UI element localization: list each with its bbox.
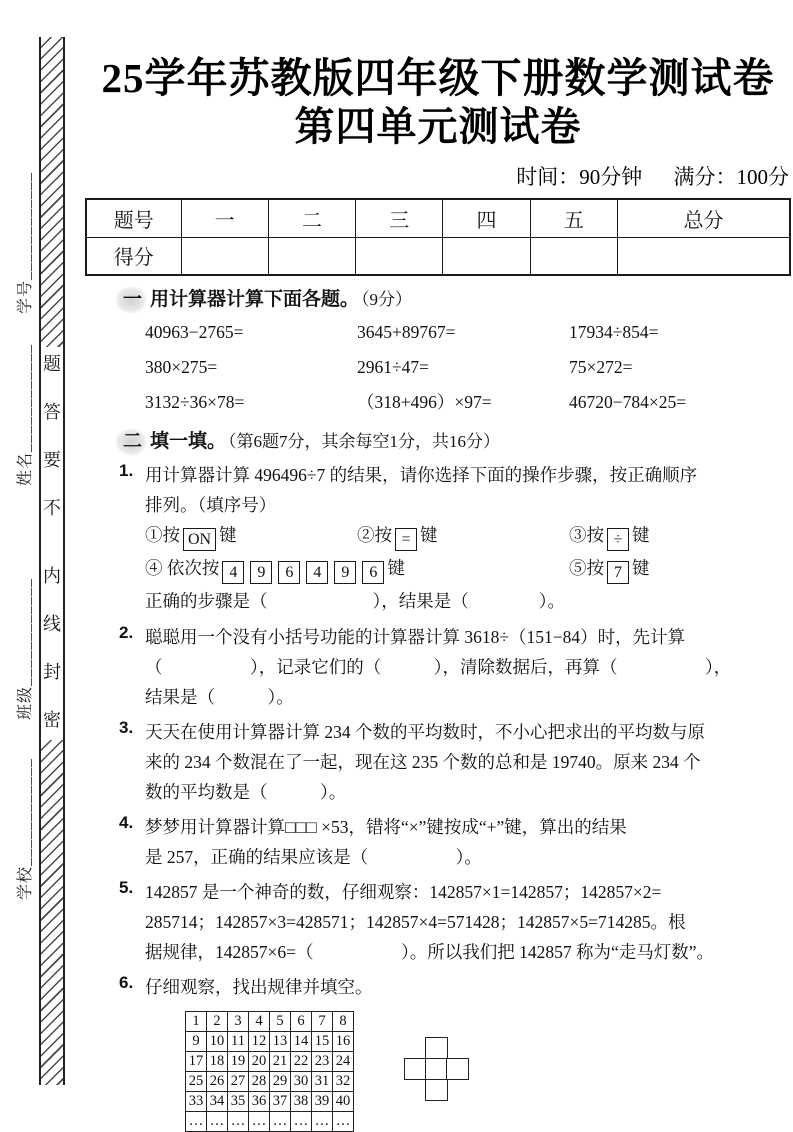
number-grid-row	[186, 1052, 354, 1072]
section1-number: 一	[123, 289, 143, 310]
question-6-text	[145, 972, 791, 1002]
score-cell-empty	[617, 237, 790, 275]
number-grid-cell: 35	[228, 1092, 249, 1112]
number-grid-cell: 25	[186, 1072, 207, 1092]
question-5	[85, 877, 791, 967]
question-1-number: 1.	[119, 461, 134, 480]
section2-title: 填一填。	[150, 431, 227, 452]
number-grid-cell: 37	[270, 1092, 291, 1112]
number-grid-cell: …	[270, 1112, 291, 1132]
calculator-key: ON	[183, 528, 216, 551]
plus-cell-right	[446, 1058, 469, 1080]
score-cell-empty	[356, 237, 443, 275]
question-3-number: 3.	[119, 718, 134, 737]
calculator-key: 9	[334, 561, 356, 584]
hatch-pattern-top	[41, 37, 63, 347]
score-table-header-row	[86, 199, 790, 237]
steps-row-2	[145, 552, 791, 584]
paper-content	[85, 0, 791, 1132]
question-line: 数的平均数是（ ）。	[145, 782, 347, 802]
question-2	[85, 622, 791, 712]
score-table-header-cell: 题号	[86, 199, 181, 237]
number-grid-cell: 8	[333, 1012, 354, 1032]
paper-title-line1: 25学年苏教版四年级下册数学测试卷	[101, 55, 775, 101]
calculator-key: =	[395, 528, 417, 551]
question-line: 结果是（ ）。	[145, 687, 294, 707]
score-table-header-cell: 一	[181, 199, 268, 237]
plus-cell-top	[425, 1037, 448, 1059]
seal-char: 题	[43, 354, 61, 374]
full-score-label: 满分：100分	[673, 165, 789, 189]
question-1-steps	[85, 520, 791, 617]
section1-heading	[85, 287, 791, 313]
seal-char: 要	[43, 450, 61, 470]
number-grid-cell: 24	[333, 1052, 354, 1072]
number-grid-cell: 36	[249, 1092, 270, 1112]
calculator-key: ÷	[607, 528, 629, 551]
score-table-score-row	[86, 237, 790, 275]
number-grid-row	[186, 1032, 354, 1052]
score-table	[85, 198, 791, 276]
calc-problem: 3645+89767=	[357, 322, 456, 342]
number-grid-cell: 13	[270, 1032, 291, 1052]
seal-line-text	[41, 347, 63, 740]
question-line: 梦梦用计算器计算□□□ ×53，错将“×”键按成“+”键，算出的结果	[145, 817, 627, 837]
question-1-text	[145, 460, 791, 520]
question-4-number: 4.	[119, 813, 134, 832]
seal-line-band	[39, 37, 65, 1085]
number-grid-cell: 4	[249, 1012, 270, 1032]
number-grid-cell: 39	[312, 1092, 333, 1112]
question-5-number: 5.	[119, 878, 134, 897]
number-grid-cell: 26	[207, 1072, 228, 1092]
school-label: 学校____________	[17, 758, 34, 901]
seal-char: 答	[43, 402, 61, 422]
calculator-problems-grid	[85, 322, 791, 413]
plus-cell-center	[425, 1058, 448, 1080]
calculator-key: 7	[607, 561, 629, 584]
number-grid-cell: 22	[291, 1052, 312, 1072]
number-grid-cell: …	[207, 1112, 228, 1132]
step-item: ③按 ÷ 键	[569, 520, 791, 551]
question-2-text	[145, 622, 791, 712]
score-cell-empty	[268, 237, 355, 275]
section2-points: （第6题7分，其余每空1分，共16分）	[228, 432, 501, 451]
number-grid-cell: 20	[249, 1052, 270, 1072]
calculator-key: 4	[306, 561, 328, 584]
number-grid-cell: 27	[228, 1072, 249, 1092]
question-6-number: 6.	[119, 973, 134, 992]
step-item: ①按 ON 键	[145, 520, 357, 551]
number-grid-cell: 14	[291, 1032, 312, 1052]
number-grid-row	[186, 1112, 354, 1132]
section2-heading	[85, 429, 791, 455]
number-grid-cell: 15	[312, 1032, 333, 1052]
calculator-key: 4	[222, 561, 244, 584]
number-grid-cell: 2	[207, 1012, 228, 1032]
number-grid-cell: …	[228, 1112, 249, 1132]
exam-meta	[85, 161, 791, 191]
steps-row-1	[145, 520, 791, 551]
seal-char: 封	[43, 662, 61, 682]
question-line: 聪聪用一个没有小括号功能的计算器计算 3618÷（151−84）时，先计算	[145, 627, 686, 647]
question-5-text	[145, 877, 791, 967]
number-grid-cell: 16	[333, 1032, 354, 1052]
score-table-header-cell: 四	[443, 199, 530, 237]
score-cell-empty	[530, 237, 617, 275]
question-4-text	[145, 812, 791, 872]
plus-cell-bottom	[425, 1079, 448, 1101]
calculator-key: 6	[362, 561, 384, 584]
number-grid-cell: …	[312, 1112, 333, 1132]
question-4	[85, 812, 791, 872]
question-line: 据规律，142857×6=（ ）。所以我们把 142857 称为“走马灯数”。	[145, 942, 715, 962]
number-grid-cell: 10	[207, 1032, 228, 1052]
number-grid-cell: 29	[270, 1072, 291, 1092]
calc-problem: 40963−2765=	[145, 322, 244, 342]
score-row-label: 得分	[86, 237, 181, 275]
plus-cell-left	[404, 1058, 427, 1080]
step-item: ②按 = 键	[357, 520, 569, 551]
number-grid-cell: 40	[333, 1092, 354, 1112]
question-2-number: 2.	[119, 623, 134, 642]
question-line: 排列。（填序号）	[145, 495, 277, 515]
calc-problem: 17934÷854=	[569, 322, 659, 342]
number-grid-cell: 33	[186, 1092, 207, 1112]
seal-char: 内	[43, 566, 61, 586]
number-grid-cell: …	[249, 1112, 270, 1132]
number-grid-cell: 17	[186, 1052, 207, 1072]
calculator-key: 9	[250, 561, 272, 584]
score-cell-empty	[181, 237, 268, 275]
score-cell-empty	[443, 237, 530, 275]
question-line: 来的 234 个数混在了一起，现在这 235 个数的总和是 19740。原来 234 个	[145, 752, 701, 772]
class-label: 班级____________	[17, 578, 34, 721]
number-grid-cell: 21	[270, 1052, 291, 1072]
number-grid-cell: 30	[291, 1072, 312, 1092]
student-name-label: 姓名____________	[17, 344, 34, 487]
question-line: 是 257，正确的结果应该是（ ）。	[145, 847, 482, 867]
student-id-label: 学号____________	[17, 172, 34, 315]
question-1	[85, 460, 791, 520]
section1-title: 用计算器计算下面各题。	[150, 289, 360, 310]
number-grid-cell: 23	[312, 1052, 333, 1072]
number-grid-cell: 19	[228, 1052, 249, 1072]
question-3-text	[145, 717, 791, 807]
question-6	[85, 972, 791, 1002]
question-line: 天天在使用计算器计算 234 个数的平均数时，不小心把求出的平均数与原	[145, 722, 705, 742]
hatch-pattern-bottom	[41, 740, 63, 1085]
number-grid-row	[186, 1092, 354, 1112]
number-grid-cell: 32	[333, 1072, 354, 1092]
score-table-header-cell: 五	[530, 199, 617, 237]
calc-problem: （318+496）×97=	[357, 392, 492, 412]
score-table-header-cell: 二	[268, 199, 355, 237]
number-grid-cell: …	[333, 1112, 354, 1132]
number-grid-row	[186, 1012, 354, 1032]
number-grid-cell: 34	[207, 1092, 228, 1112]
question-3	[85, 717, 791, 807]
number-grid-cell: 1	[186, 1012, 207, 1032]
step-4: ④ 依次按 4 9 6 4 9 6 键	[145, 552, 569, 584]
number-grid-cell: …	[291, 1112, 312, 1132]
section2-number: 二	[123, 431, 143, 452]
question-line: 用计算器计算 496496÷7 的结果，请你选择下面的操作步骤，按正确顺序	[145, 465, 698, 485]
step-5: ⑤按 7 键	[569, 552, 791, 584]
number-grid-cell: 18	[207, 1052, 228, 1072]
calc-problem: 3132÷36×78=	[145, 392, 245, 412]
number-grid-cell: 6	[291, 1012, 312, 1032]
number-grid-cell: 12	[249, 1032, 270, 1052]
number-grid-cell: 28	[249, 1072, 270, 1092]
paper-title-line2: 第四单元测试卷	[294, 104, 582, 149]
question-6-figure	[85, 1011, 791, 1132]
score-table-header-cell: 三	[356, 199, 443, 237]
plus-shape-figure	[404, 1037, 470, 1103]
question-line: 285714；142857×3=428571；142857×4=571428；142857×5=714285。根	[145, 912, 686, 932]
seal-char: 线	[43, 614, 61, 634]
calculator-key: 6	[278, 561, 300, 584]
number-grid-cell: 7	[312, 1012, 333, 1032]
number-grid-cell: 9	[186, 1032, 207, 1052]
calc-problem: 380×275=	[145, 357, 218, 377]
number-grid-cell: 11	[228, 1032, 249, 1052]
number-grid-cell: 3	[228, 1012, 249, 1032]
question-line: 仔细观察，找出规律并填空。	[145, 977, 373, 997]
score-table-header-cell: 总分	[617, 199, 790, 237]
question-line: 142857 是一个神奇的数，仔细观察：142857×1=142857；142857×2=	[145, 882, 662, 902]
calc-problem: 46720−784×25=	[569, 392, 687, 412]
number-pattern-grid	[185, 1011, 354, 1132]
calc-problem: 75×272=	[569, 357, 633, 377]
number-grid-cell: 38	[291, 1092, 312, 1112]
number-grid-row	[186, 1072, 354, 1092]
number-grid-cell: 31	[312, 1072, 333, 1092]
seal-char: 密	[43, 710, 61, 730]
question-1-answer-line: 正确的步骤是（ ），结果是（ ）。	[145, 591, 565, 611]
section1-points: （9分）	[361, 290, 413, 309]
number-grid-cell: …	[186, 1112, 207, 1132]
number-grid-cell: 5	[270, 1012, 291, 1032]
question-line: （ ），记录它们的（ ），清除数据后，再算（ ），	[145, 657, 732, 677]
calc-problem: 2961÷47=	[357, 357, 429, 377]
time-limit-label: 时间：90分钟	[516, 165, 643, 189]
seal-char: 不	[43, 498, 61, 518]
